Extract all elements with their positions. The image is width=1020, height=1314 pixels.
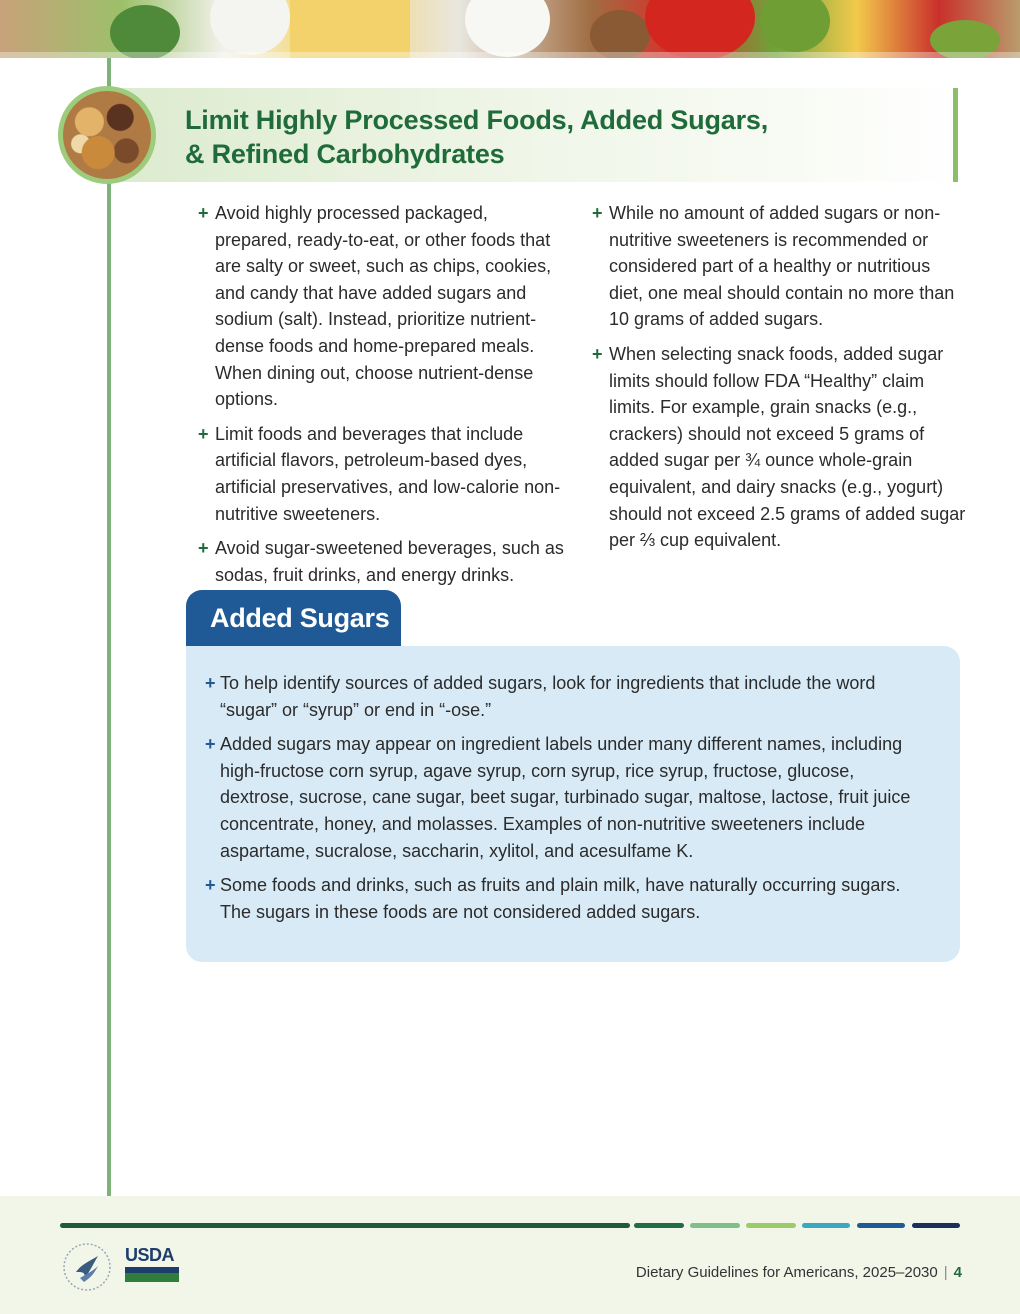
list-item — [198, 200, 568, 413]
plus-icon: + — [592, 203, 603, 223]
banner-shade — [0, 52, 1020, 58]
added-sugars-heading: Added Sugars — [186, 590, 401, 646]
document-title: Dietary Guidelines for Americans, 2025–2030 — [635, 1264, 938, 1281]
list-item — [592, 200, 967, 333]
hhs-eagle-logo-icon — [62, 1242, 112, 1292]
footer-rule-segment — [857, 1223, 905, 1228]
page-number: 4 — [953, 1264, 962, 1281]
usda-logo-bar — [125, 1267, 179, 1282]
list-item-text: Added sugars may appear on ingredient labels under many different names, including high-fructose corn syrup, agave syrup, corn syrup, rice syrup, fructose, glucose, dextrose, sucrose, cane sugar, beet sugar, turbinado sugar, maltose, lactose, fruit juice concentrate, honey, and molasses. Examples of non-nutritive sweeteners include aspartame, sucralose, saccharin, xylitol, and acesulfame K. — [220, 734, 911, 861]
processed-foods-image — [58, 86, 156, 184]
right-bullet-list — [592, 200, 967, 562]
list-item-text: Avoid sugar-sweetened beverages, such as sodas, fruit drinks, and energy drinks. — [215, 538, 564, 585]
added-sugars-list — [205, 670, 925, 933]
plus-icon: + — [205, 734, 216, 755]
list-item-text: Limit foods and beverages that include artificial flavors, petroleum-based dyes, artificial preservatives, and low-calorie non-nutritive sweeteners. — [215, 423, 561, 524]
pepper-shape — [645, 0, 755, 58]
section-header-accent-bar — [953, 88, 958, 182]
list-item-text: While no amount of added sugars or non-nutritive sweeteners is recommended or considered part of a healthy or nutritious diet, one meal should contain no more than 10 grams of added sugars. — [609, 203, 955, 330]
plus-icon: + — [198, 203, 209, 223]
sprout-shape — [110, 5, 180, 58]
list-item — [592, 341, 967, 554]
page-footer — [0, 1196, 1020, 1314]
walnut-shape — [590, 10, 650, 58]
food-photo-banner — [0, 0, 1020, 58]
list-item — [198, 535, 568, 588]
footer-rule-segment — [802, 1223, 850, 1228]
section-title-line-1: Limit Highly Processed Foods, Added Sugars, — [185, 105, 769, 135]
footer-separator: | — [943, 1264, 948, 1281]
footer-rule-segment — [634, 1223, 684, 1228]
plus-icon: + — [198, 423, 209, 444]
footer-rule-segment — [912, 1223, 960, 1228]
list-item-text: Avoid highly processed packaged, prepared, ready-to-eat, or other foods that are salty or sweet, such as chips, cookies, and candy that have added sugars and sodium (salt). Instead, prioritize nutrient-dense foods and home-prepared meals. When dining out, choose nutrient-dense options. — [215, 203, 552, 410]
vertical-accent-rule — [107, 58, 111, 1196]
list-item — [205, 670, 925, 723]
plus-icon: + — [205, 875, 216, 896]
plus-icon: + — [592, 343, 603, 364]
footer-rule-segment — [60, 1223, 630, 1228]
left-bullet-list — [198, 200, 568, 596]
footer-rule-segment — [690, 1223, 740, 1228]
section-title-line-2: & Refined Carbohydrates — [185, 139, 505, 169]
plus-icon: + — [205, 673, 216, 693]
plus-icon: + — [198, 538, 209, 559]
list-item — [205, 872, 925, 925]
usda-logo — [125, 1246, 179, 1284]
list-item — [198, 421, 568, 527]
list-item-text: Some foods and drinks, such as fruits and plain milk, have naturally occurring sugars. The sugars in these foods are not considered added sugars. — [220, 875, 901, 922]
section-title — [185, 103, 885, 171]
egg-shape — [465, 0, 550, 57]
usda-logo-text: USDA — [125, 1245, 175, 1265]
list-item-text: When selecting snack foods, added sugar limits should follow FDA “Healthy” claim limits. For example, grain snacks (e.g., crackers) should not exceed 5 grams of added sugar per ¾ ounce whole-grain equivalent, and dairy snacks (e.g., yogurt) should not exceed 2.5 grams of added sugar per ⅔ cup equivalent. — [609, 343, 966, 551]
cheese-shape — [290, 0, 410, 58]
list-item — [205, 731, 925, 864]
footer-caption — [636, 1264, 962, 1281]
avocado-shape — [760, 0, 830, 52]
egg-shape — [210, 0, 290, 55]
list-item-text: To help identify sources of added sugars, look for ingredients that include the word “sugar” or “syrup” or end in “-ose.” — [220, 673, 876, 720]
footer-rule-segment — [746, 1223, 796, 1228]
